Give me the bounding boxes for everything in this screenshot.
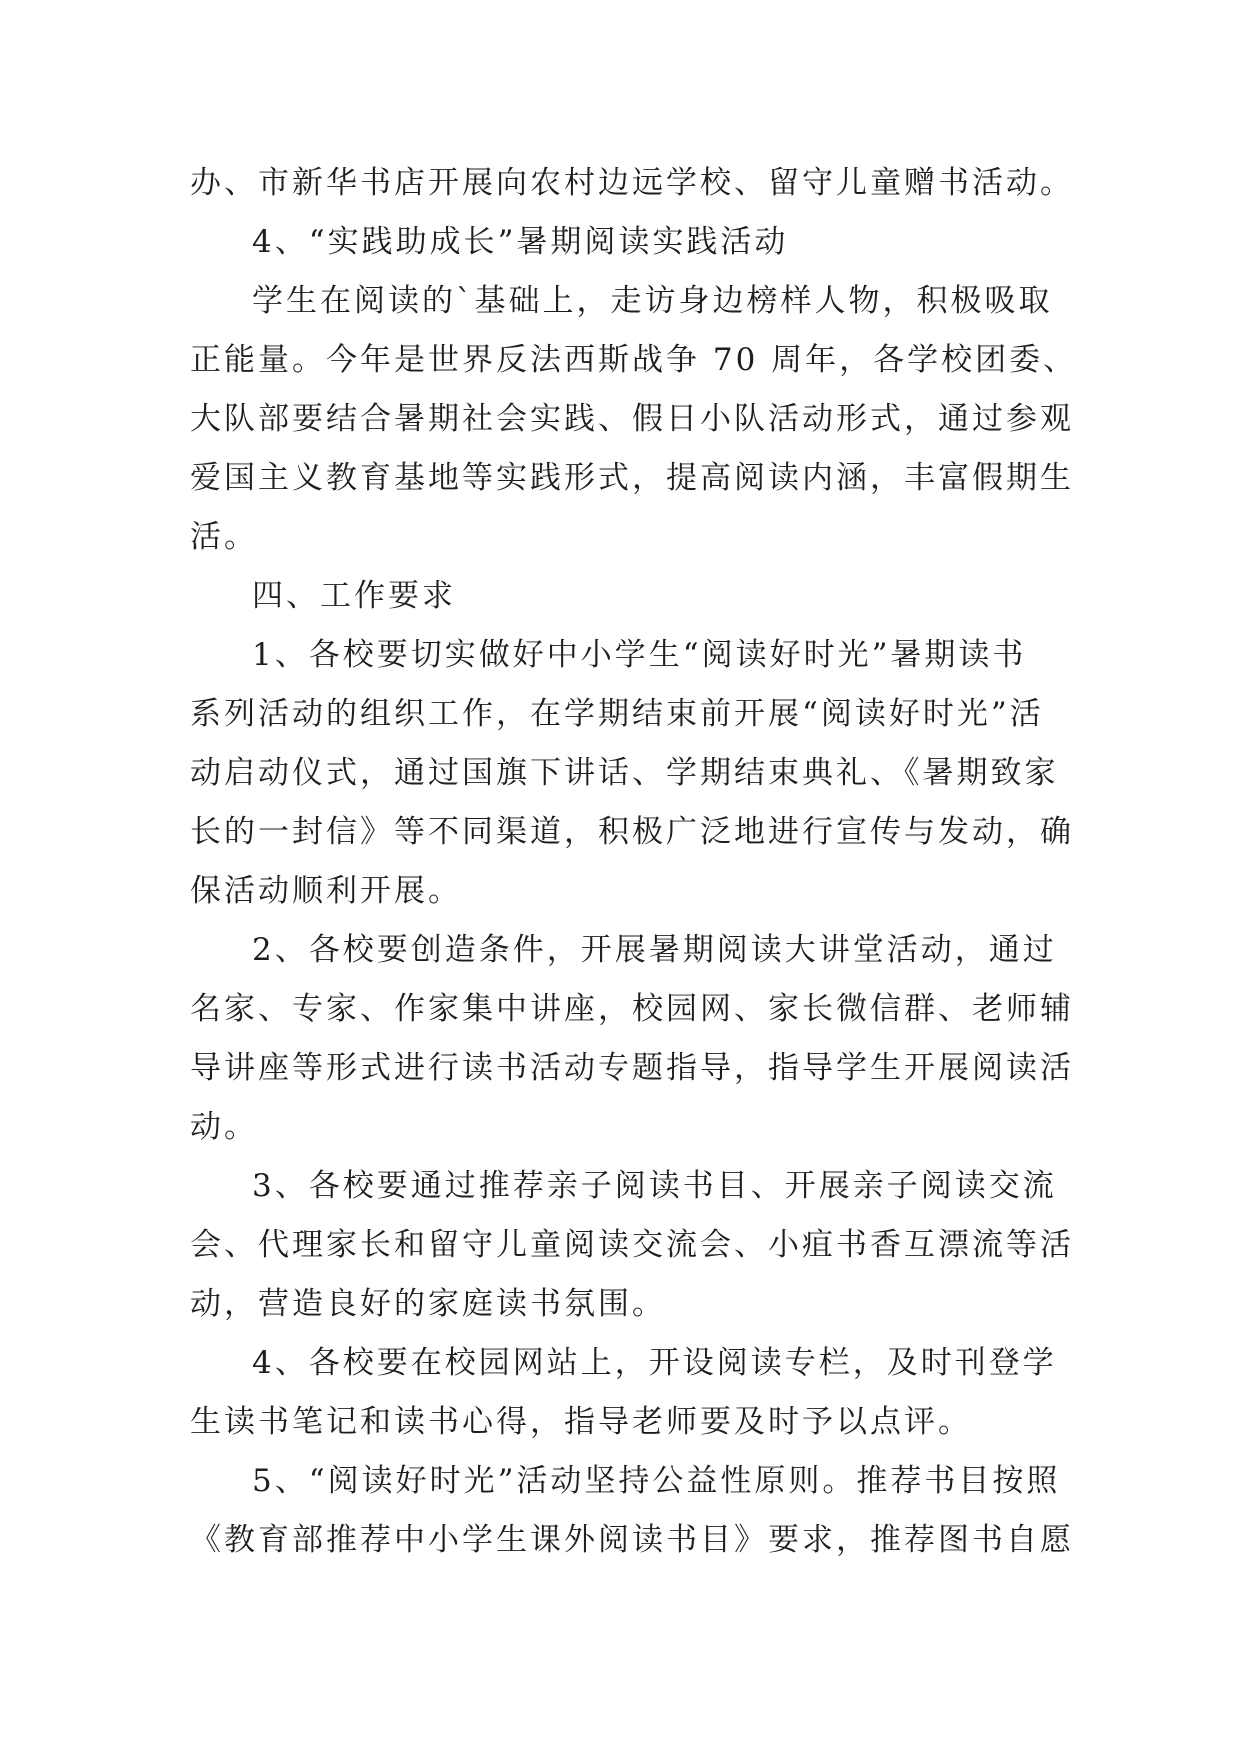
paragraph-line: 长的一封信》等不同渠道，积极广泛地进行宣传与发动，确 [190, 814, 1074, 850]
paragraph-line: 3、各校要通过推荐亲子阅读书目、开展亲子阅读交流 [252, 1168, 1057, 1204]
paragraph-line: 动启动仪式，通过国旗下讲话、学期结束典礼、《暑期致家 [190, 755, 1059, 791]
paragraph-line: 会、代理家长和留守儿童阅读交流会、小疽书香互漂流等活 [190, 1227, 1074, 1263]
document-body [190, 154, 1078, 1570]
paragraph-line: 5、“阅读好时光”活动坚持公益性原则。推荐书目按照 [252, 1463, 1061, 1499]
section-heading: 四、工作要求 [252, 578, 456, 614]
paragraph-line: 4、各校要在校园网站上，开设阅读专栏，及时刊登学 [252, 1345, 1057, 1381]
paragraph-line: 生读书笔记和读书心得，指导老师要及时予以点评。 [190, 1404, 972, 1440]
paragraph-line: 学生在阅读的`基础上，走访身边榜样人物，积极吸取 [252, 283, 1053, 319]
paragraph-line: 1、各校要切实做好中小学生“阅读好时光”暑期读书 [252, 637, 1027, 673]
section-heading: 4、“实践助成长”暑期阅读实践活动 [252, 224, 789, 260]
paragraph-line: 系列活动的组织工作，在学期结束前开展“阅读好时光”活 [190, 696, 1044, 732]
paragraph-line: 导讲座等形式进行读书活动专题指导，指导学生开展阅读活 [190, 1050, 1074, 1086]
paragraph-line: 正能量。今年是世界反法西斯战争 70 周年，各学校团委、 [190, 342, 1078, 378]
paragraph-line: 名家、专家、作家集中讲座，校园网、家长微信群、老师辅 [190, 991, 1074, 1027]
paragraph-line: 2、各校要创造条件，开展暑期阅读大讲堂活动，通过 [252, 932, 1057, 968]
paragraph-line: 动，营造良好的家庭读书氛围。 [190, 1286, 666, 1322]
paragraph-line: 爱国主义教育基地等实践形式，提高阅读内涵，丰富假期生 [190, 460, 1074, 496]
paragraph-line: 大队部要结合暑期社会实践、假日小队活动形式，通过参观 [190, 401, 1074, 437]
paragraph-line: 活。 [190, 519, 258, 555]
paragraph-line: 《教育部推荐中小学生课外阅读书目》要求，推荐图书自愿 [190, 1522, 1074, 1558]
paragraph-line: 动。 [190, 1109, 258, 1145]
paragraph-line: 保活动顺利开展。 [190, 873, 462, 909]
text-line: 办、市新华书店开展向农村边远学校、留守儿童赠书活动。 [190, 165, 1074, 201]
